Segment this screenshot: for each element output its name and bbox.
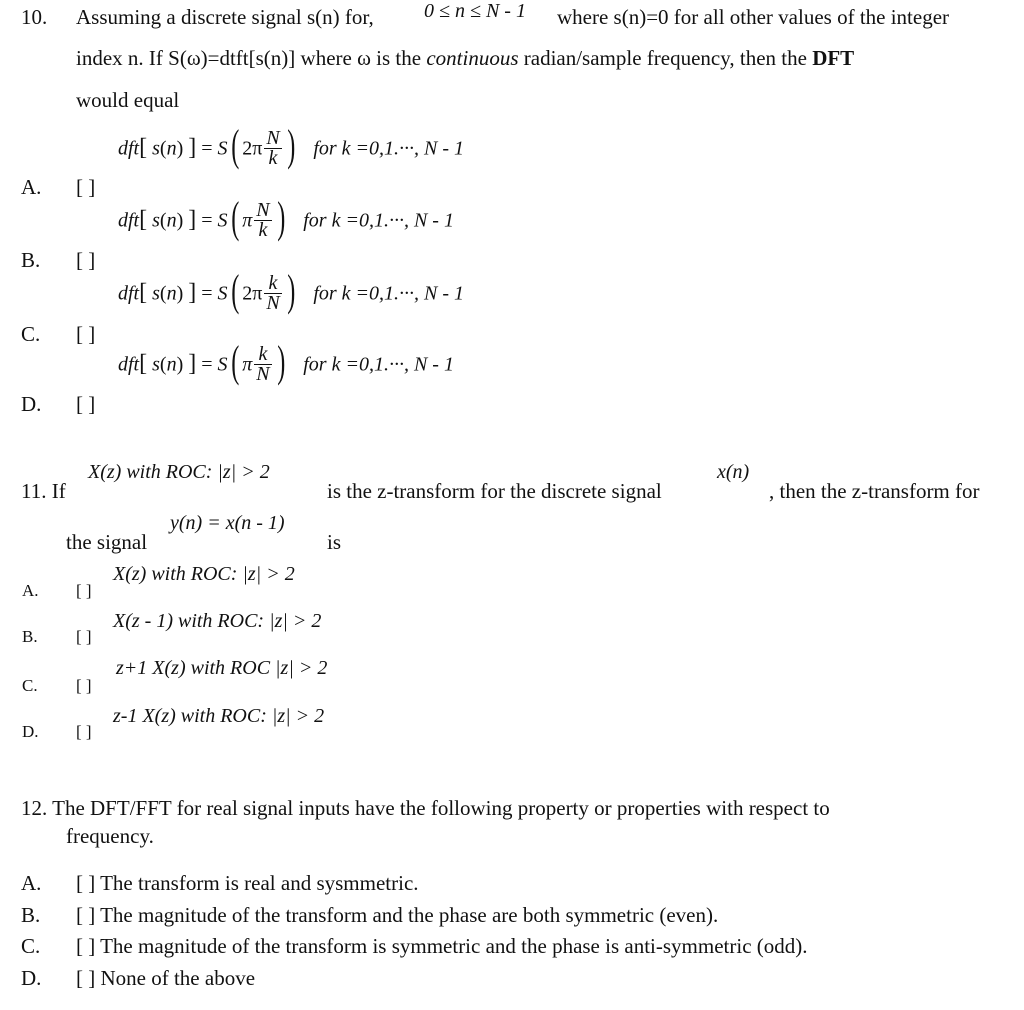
dft-label: dft	[118, 137, 140, 160]
q11-option-a-letter: A.	[22, 581, 39, 600]
q11-option-a-expr: X(z) with ROC: |z| > 2	[113, 563, 295, 585]
q10-after-range: where s(n)=0 for all other values of the integer	[557, 5, 950, 29]
condition: for k =0,1.···, N - 1	[303, 353, 454, 376]
frac-den: N	[266, 291, 280, 314]
q11-option-b-expr: X(z - 1) with ROC: |z| > 2	[113, 610, 322, 632]
coef: π	[242, 353, 253, 376]
q10-option-d-letter: D.	[21, 392, 42, 416]
q10-line2-b: radian/sample frequency, then the	[518, 46, 813, 70]
coef: 2π	[242, 137, 263, 160]
q11-option-c-expr: z+1 X(z) with ROC |z| > 2	[116, 657, 328, 679]
q11-option-c-letter: C.	[22, 676, 38, 695]
q10-option-d-formula: dft[ s(n) ] = S( π $\frac{k}{N}$ ) for k =0,1.···, N - 1	[118, 337, 454, 386]
coef: π	[242, 209, 253, 232]
frac-num: k	[254, 345, 271, 365]
dft-label: dft	[118, 282, 140, 305]
q12-option-b-text[interactable]: [ ] The magnitude of the transform and the phase are both symmetric (even).	[76, 903, 719, 927]
q10-option-b-checkbox[interactable]: [ ]	[76, 248, 96, 272]
q11-option-c-checkbox[interactable]: [ ]	[76, 676, 92, 695]
q10-option-a-letter: A.	[21, 175, 42, 199]
q10-option-d-checkbox[interactable]: [ ]	[76, 392, 96, 416]
frac-den: N	[256, 362, 270, 385]
q12-line2: frequency.	[66, 824, 154, 848]
q12-option-c-text[interactable]: [ ] The magnitude of the transform is symmetric and the phase is anti-symmetric (odd).	[76, 934, 808, 958]
q10-option-b-letter: B.	[21, 248, 41, 272]
q11-option-b-checkbox[interactable]: [ ]	[76, 627, 92, 646]
q10-option-c-letter: C.	[21, 322, 41, 346]
q11-xn: x(n)	[717, 461, 750, 483]
condition: for k =0,1.···, N - 1	[313, 282, 465, 305]
q10-option-c-formula: dft[ s(n) ] = S( 2π $\frac{k}{N}$ ) for k =0,1.···, N - 1	[118, 266, 465, 315]
q12-option-a-text[interactable]: [ ] The transform is real and sysmmetric.	[76, 871, 419, 895]
q11-option-d-checkbox[interactable]: [ ]	[76, 722, 92, 741]
q11-expr1: X(z) with ROC: |z| > 2	[88, 461, 270, 483]
frac-den: k	[268, 146, 278, 169]
q12-option-d-text[interactable]: [ ] None of the above	[76, 966, 256, 990]
q10-line2	[76, 46, 854, 71]
q12-option-c-letter: C.	[21, 934, 41, 958]
q10-intro: Assuming a discrete signal s(n) for,	[76, 5, 374, 29]
q11-is: is	[327, 530, 342, 554]
q11-option-d-expr: z-1 X(z) with ROC: |z| > 2	[113, 705, 325, 727]
q12-option-a-letter: A.	[21, 871, 42, 895]
frac-den: k	[258, 218, 268, 241]
q11-number: 11. If	[21, 479, 66, 503]
q10-line2-italic: continuous	[426, 46, 519, 70]
dft-label: dft	[118, 353, 140, 376]
q12-option-b-letter: B.	[21, 903, 41, 927]
q10-number: 10.	[21, 5, 48, 29]
coef: 2π	[242, 282, 263, 305]
q12-line1: 12. The DFT/FFT for real signal inputs have the following property or properties with respect to	[21, 796, 830, 820]
condition: for k =0,1.···, N - 1	[303, 209, 454, 232]
frac-num: k	[264, 274, 281, 294]
frac-num: N	[256, 198, 270, 221]
q11-option-a-checkbox[interactable]: [ ]	[76, 581, 92, 600]
q10-option-a-checkbox[interactable]: [ ]	[76, 175, 96, 199]
q10-range: 0 ≤ n ≤ N - 1	[424, 0, 526, 22]
q12-option-d-letter: D.	[21, 966, 42, 990]
frac-num: N	[266, 126, 280, 149]
q11-yn: y(n) = x(n - 1)	[170, 512, 285, 534]
q10-option-c-checkbox[interactable]: [ ]	[76, 322, 96, 346]
q11-mid: is the z-transform for the discrete signal	[327, 479, 662, 503]
q11-line2: the signal	[66, 530, 148, 554]
dft-label: dft	[118, 209, 140, 232]
q11-option-d-letter: D.	[22, 722, 39, 741]
q10-line2-bold: DFT	[812, 46, 855, 70]
q10-line2-a: index n. If S(ω)=dtft[s(n)] where ω is the	[76, 46, 427, 70]
q11-tail: , then the z-transform for	[769, 479, 980, 503]
q11-option-b-letter: B.	[22, 627, 38, 646]
q10-option-a-formula: dft[ s(n) ] = S( 2π $\frac{N}{k}$ ) for k =0,1.···, N - 1	[118, 121, 465, 170]
q10-line3: would equal	[76, 88, 180, 112]
condition: for k =0,1.···, N - 1	[313, 137, 465, 160]
q10-option-b-formula: dft[ s(n) ] = S( π $\frac{N}{k}$ ) for k =0,1.···, N - 1	[118, 193, 454, 242]
